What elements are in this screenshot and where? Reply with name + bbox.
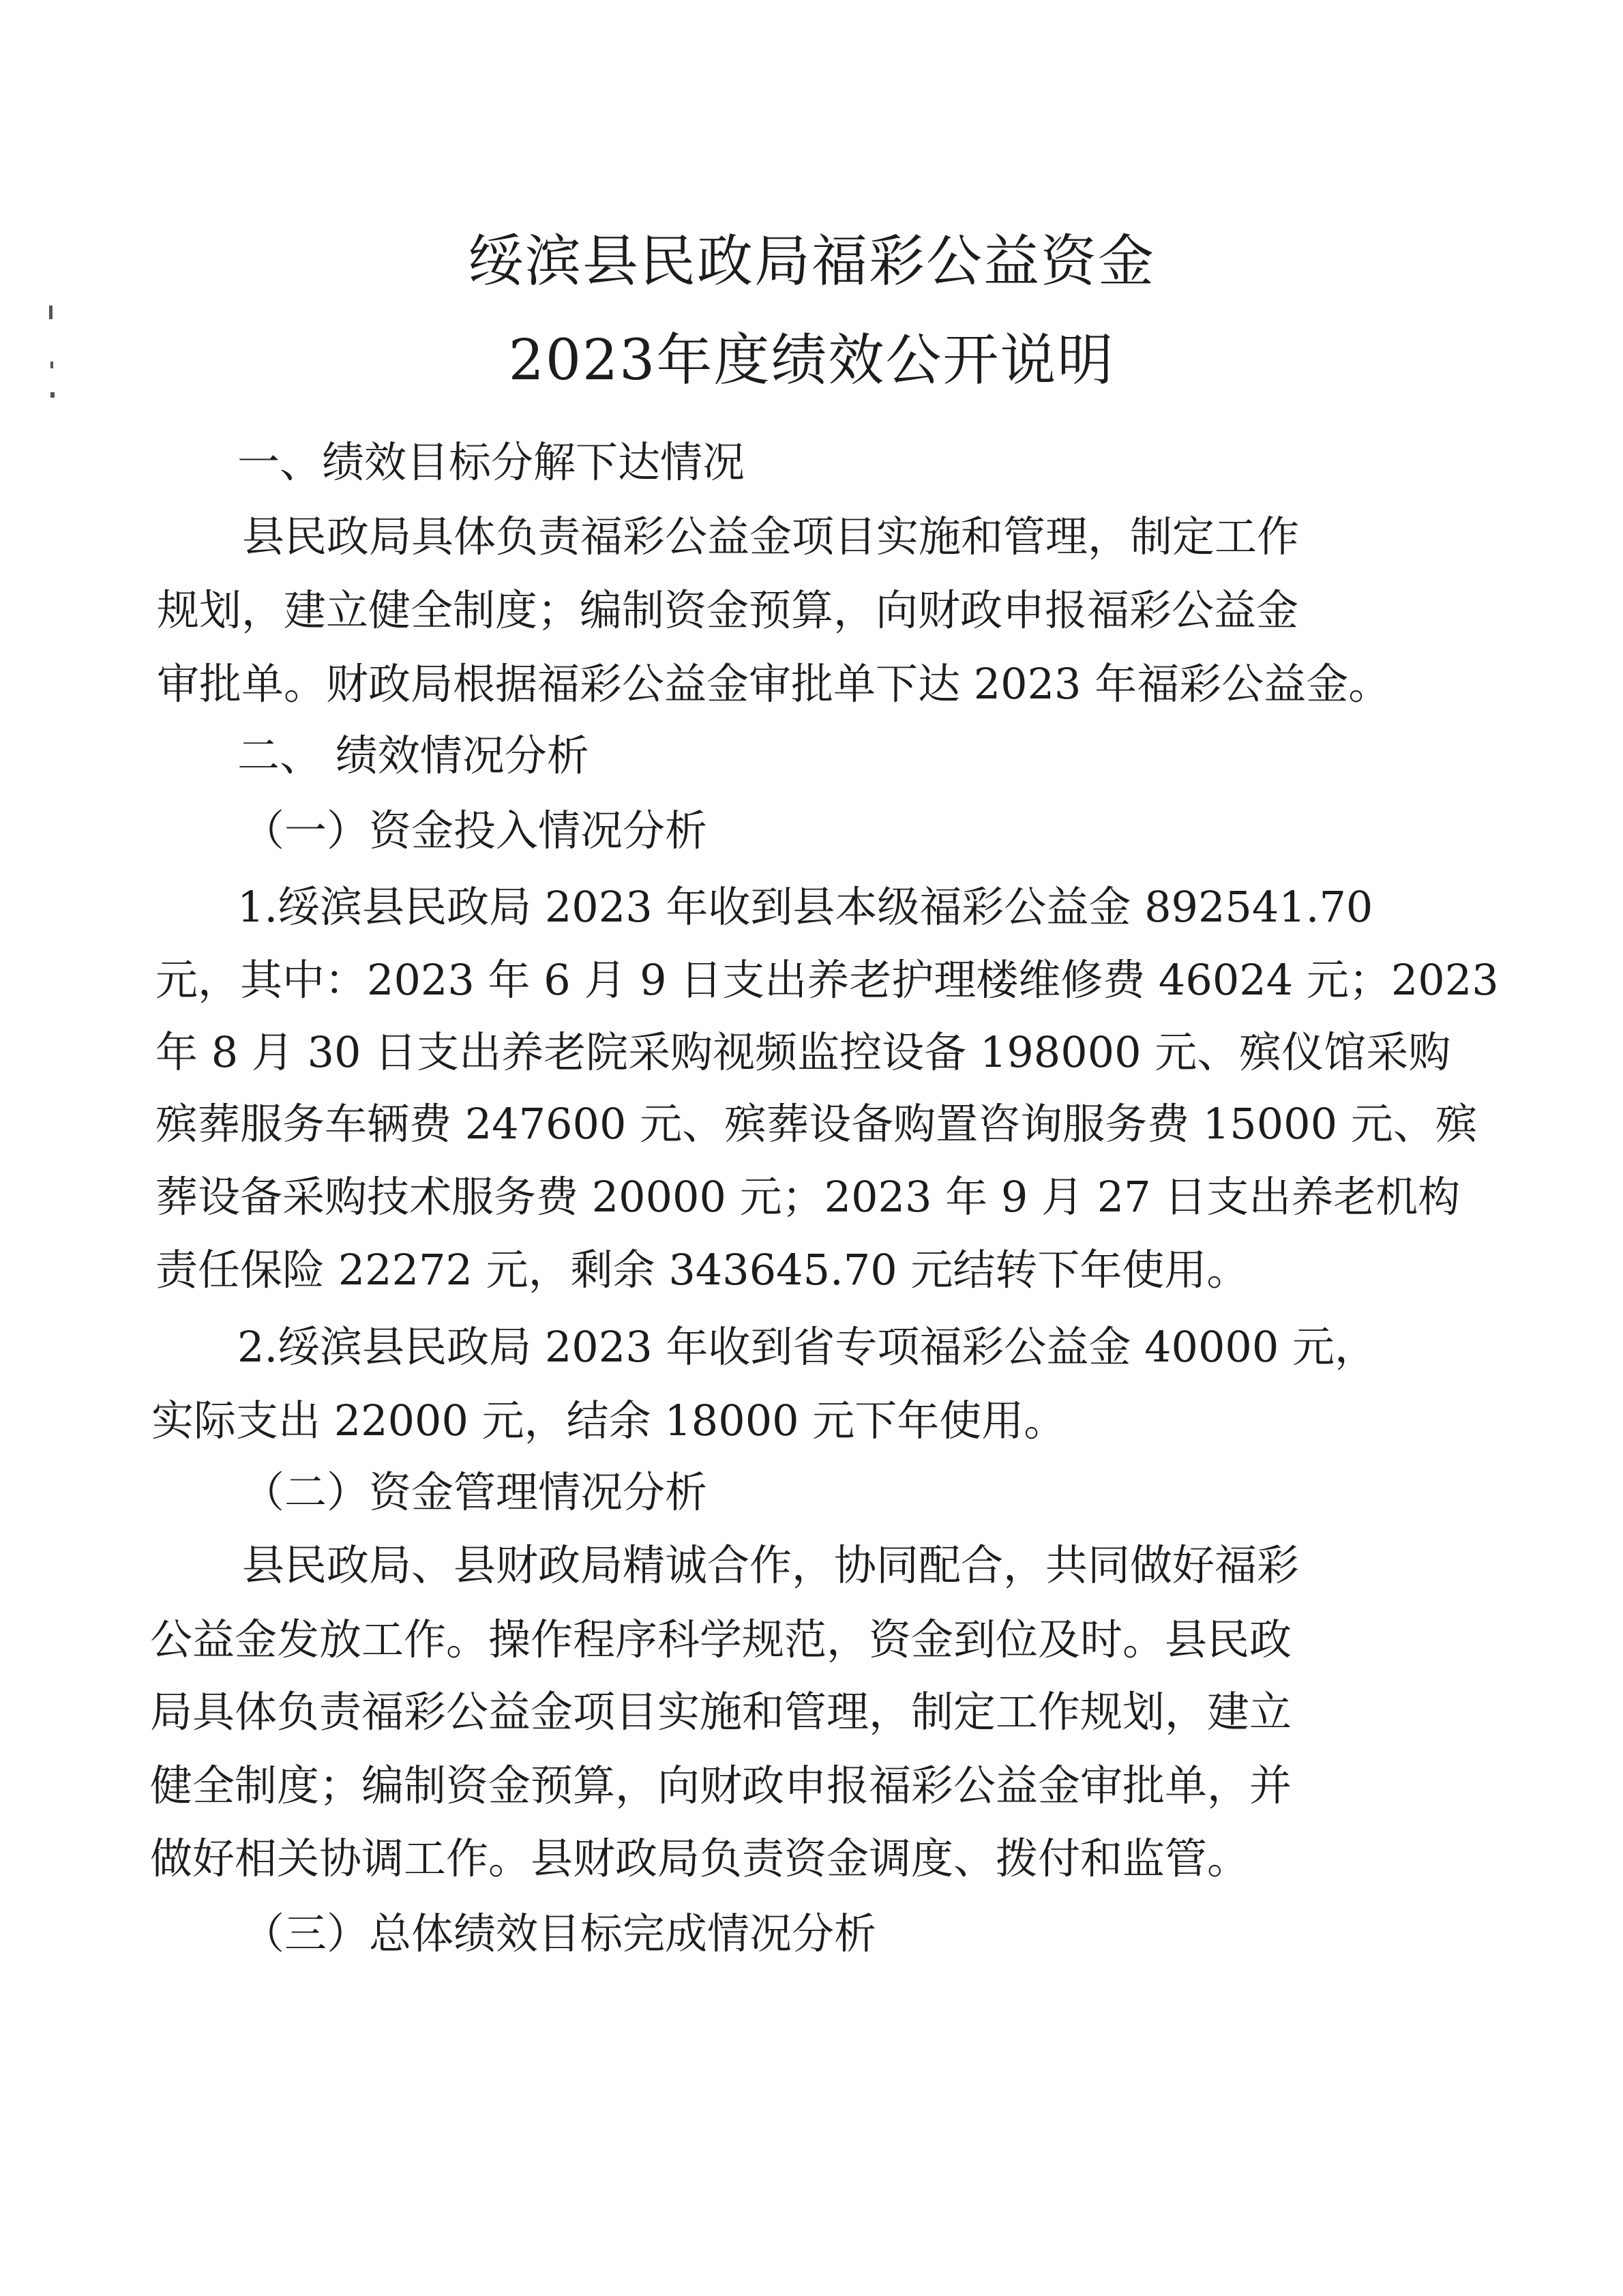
subsection-heading-3: （三）总体绩效目标完成情况分析 [242,1909,877,1958]
paragraph-line: 做好相关协调工作。县财政局负责资金调度、拨付和监管。 [150,1834,1250,1883]
section-heading-1: 一、绩效目标分解下达情况 [237,437,745,487]
subsection-heading-2: （二）资金管理情况分析 [242,1467,708,1517]
paragraph-line: 殡葬服务车辆费 247600 元、殡葬设备购置咨询服务费 15000 元、殡 [155,1099,1478,1149]
document-title-line-1: 绥滨县民政局福彩公益资金 [467,229,1155,294]
paragraph-line: 审批单。财政局根据福彩公益金审批单下达 2023 年福彩公益金。 [157,659,1391,709]
document-title-line-2: 2023年度绩效公开说明 [508,328,1115,393]
paragraph-line: 县民政局、县财政局精诚合作，协同配合，共同做好福彩 [242,1540,1300,1590]
paragraph-line: 2.绥滨县民政局 2023 年收到省专项福彩公益金 40000 元， [237,1322,1378,1372]
paragraph-line: 规划，建立健全制度；编制资金预算，向财政申报福彩公益金 [157,585,1299,635]
paragraph-line: 公益金发放工作。操作程序科学规范，资金到位及时。县民政 [150,1615,1292,1664]
paragraph-line: 葬设备采购技术服务费 20000 元；2023 年 9 月 27 日支出养老机构 [155,1172,1461,1222]
section-heading-2: 二、 绩效情况分析 [237,731,589,780]
paragraph-line: 局具体负责福彩公益金项目实施和管理，制定工作规划，建立 [150,1687,1292,1737]
paragraph-line: 1.绥滨县民政局 2023 年收到县本级福彩公益金 892541.70 [237,882,1373,932]
subsection-heading-1: （一）资金投入情况分析 [242,806,708,855]
paragraph-line: 责任保险 22272 元，剩余 343645.70 元结转下年使用。 [155,1245,1249,1295]
paragraph-line: 县民政局具体负责福彩公益金项目实施和管理，制定工作 [242,512,1300,561]
paragraph-line: 健全制度；编制资金预算，向财政申报福彩公益金审批单，并 [150,1761,1292,1810]
paragraph-line: 年 8 月 30 日支出养老院采购视频监控设备 198000 元、殡仪馆采购 [155,1027,1451,1077]
paragraph-line: 实际支出 22000 元，结余 18000 元下年使用。 [151,1396,1067,1445]
paragraph-line: 元，其中：2023 年 6 月 9 日支出养老护理楼维修费 46024 元；2023 [155,955,1499,1005]
